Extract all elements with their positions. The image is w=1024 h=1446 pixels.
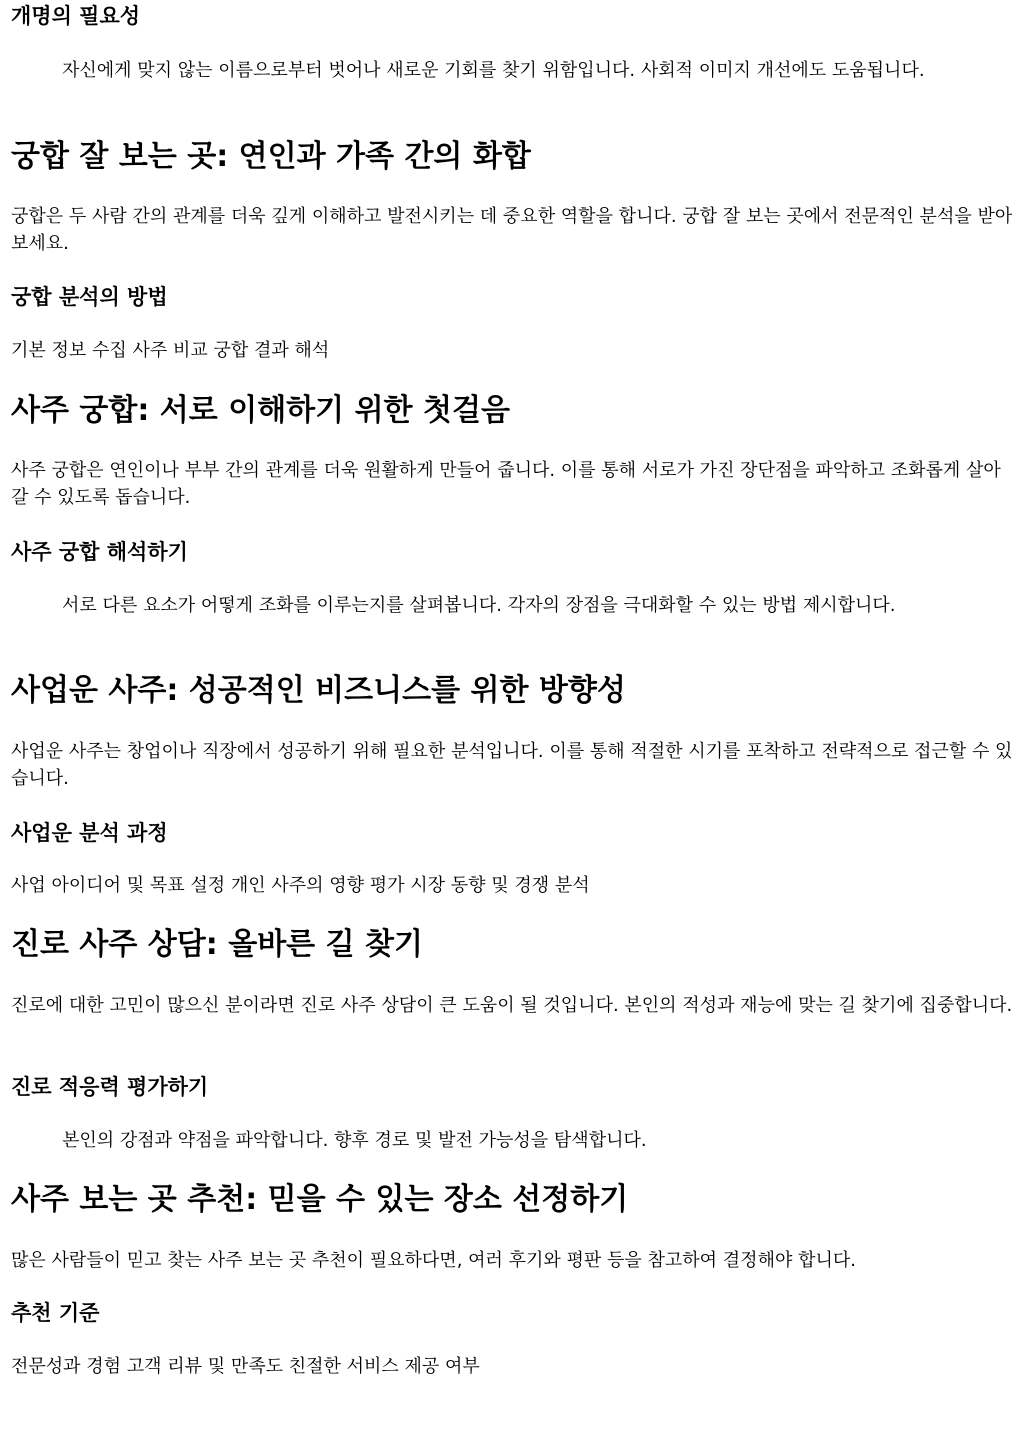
list-item: 자신에게 맞지 않는 이름으로부터 벗어나 새로운 기회를 찾기 위함입니다. 사회적 이미지 개선에도 도움됩니다. xyxy=(62,60,925,81)
section-title-business-fortune: 사업운 사주: 성공적인 비즈니스를 위한 방향성 xyxy=(11,673,626,708)
section-title-recommendation: 사주 보는 곳 추천: 믿을 수 있는 장소 선정하기 xyxy=(11,1182,629,1217)
section-intro: 사주 궁합은 연인이나 부부 간의 관계를 더욱 원활하게 만들어 줍니다. 이를 통해 서로가 가진 장단점을 파악하고 조화롭게 살아갈 수 있도록 돕습니다. xyxy=(11,460,1001,508)
list-item: 서로 다른 요소가 어떻게 조화를 이루는지를 살펴봅니다. 각자의 장점을 극대화할 수 있는 방법 제시합니다. xyxy=(62,595,896,616)
section-title-compatibility: 궁합 잘 보는 곳: 연인과 가족 간의 화합 xyxy=(11,139,531,174)
sub-heading-recommendation-criteria: 추천 기준 xyxy=(11,1301,100,1325)
sub-text: 사업 아이디어 및 목표 설정 개인 사주의 영향 평가 시장 동향 및 경쟁 분석 xyxy=(11,875,590,896)
section-title-career-counseling: 진로 사주 상담: 올바른 길 찾기 xyxy=(11,927,423,962)
section-title-saju-compatibility: 사주 궁합: 서로 이해하기 위한 첫걸음 xyxy=(11,393,510,428)
sub-heading-career-adaptability: 진로 적응력 평가하기 xyxy=(11,1075,209,1099)
sub-text: 전문성과 경험 고객 리뷰 및 만족도 친절한 서비스 제공 여부 xyxy=(11,1356,480,1377)
section-intro: 많은 사람들이 믿고 찾는 사주 보는 곳 추천이 필요하다면, 여러 후기와 평판 등을 참고하여 결정해야 합니다. xyxy=(11,1250,856,1271)
sub-heading-saju-interpretation: 사주 궁합 해석하기 xyxy=(11,540,188,564)
section-intro: 궁합은 두 사람 간의 관계를 더욱 깊게 이해하고 발전시키는 데 중요한 역할을 합니다. 궁합 잘 보는 곳에서 전문적인 분석을 받아보세요. xyxy=(11,206,1013,254)
sub-heading-compatibility-method: 궁합 분석의 방법 xyxy=(11,285,168,309)
sub-text: 기본 정보 수집 사주 비교 궁합 결과 해석 xyxy=(11,340,330,361)
list-item: 본인의 강점과 약점을 파악합니다. 향후 경로 및 발전 가능성을 탐색합니다. xyxy=(62,1130,647,1151)
section-intro: 진로에 대한 고민이 많으신 분이라면 진로 사주 상담이 큰 도움이 될 것입니다. 본인의 적성과 재능에 맞는 길 찾기에 집중합니다. xyxy=(11,995,1013,1016)
heading-name-change-necessity: 개명의 필요성 xyxy=(11,4,141,28)
sub-heading-business-analysis: 사업운 분석 과정 xyxy=(11,821,168,845)
section-intro: 사업운 사주는 창업이나 직장에서 성공하기 위해 필요한 분석입니다. 이를 통해 적절한 시기를 포착하고 전략적으로 접근할 수 있습니다. xyxy=(11,741,1013,789)
